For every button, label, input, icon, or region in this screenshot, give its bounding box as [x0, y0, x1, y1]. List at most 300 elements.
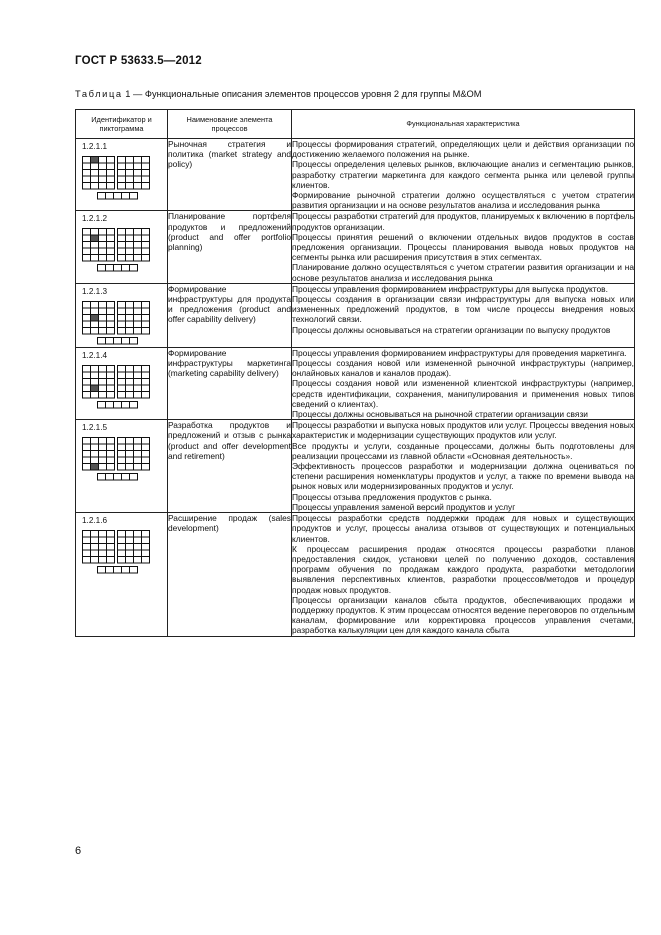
- pictogram-cell: [142, 163, 150, 170]
- pictogram-cell: [107, 308, 115, 315]
- pictogram-cell: [118, 537, 126, 544]
- pictogram-cell: [118, 451, 126, 458]
- pictogram-cell: [134, 242, 142, 249]
- pictogram-cell: [99, 242, 107, 249]
- pictogram-cell: [134, 255, 142, 262]
- pictogram-cell: [142, 378, 150, 385]
- pictogram-cell: [83, 314, 91, 321]
- functional-description: [292, 347, 635, 419]
- pictogram-cell: [114, 265, 122, 272]
- pictogram-cell: [142, 537, 150, 544]
- process-pictogram-icon: [82, 530, 152, 576]
- process-id: 1.2.1.5: [82, 423, 108, 433]
- pictogram-cell: [142, 531, 150, 538]
- pictogram-cell: [107, 314, 115, 321]
- pictogram-cell: [83, 378, 91, 385]
- pictogram-cell: [134, 385, 142, 392]
- pictogram-cell-active: [91, 235, 99, 242]
- pictogram-cell: [142, 301, 150, 308]
- identifier-cell: [76, 211, 168, 283]
- pictogram-cell: [126, 550, 134, 557]
- pictogram-cell: [134, 176, 142, 183]
- pictogram-cell: [91, 365, 99, 372]
- pictogram-cell: [99, 444, 107, 451]
- pictogram-cell: [83, 444, 91, 451]
- pictogram-cell: [99, 255, 107, 262]
- pictogram-cell: [118, 327, 126, 334]
- pictogram-cell: [99, 457, 107, 464]
- pictogram-cell: [83, 321, 91, 328]
- pictogram-cell: [99, 170, 107, 177]
- pictogram-cell: [118, 531, 126, 538]
- pictogram-cell: [83, 157, 91, 164]
- functional-description: [292, 139, 635, 211]
- pictogram-cell: [118, 235, 126, 242]
- pictogram-cell: [99, 391, 107, 398]
- pictogram-cell: [134, 457, 142, 464]
- pictogram-cell: [83, 248, 91, 255]
- pictogram-cell: [134, 248, 142, 255]
- pictogram-cell: [118, 321, 126, 328]
- pictogram-cell: [142, 557, 150, 564]
- pictogram-cell: [83, 229, 91, 236]
- pictogram-cell: [83, 464, 91, 471]
- pictogram-cell: [106, 401, 114, 408]
- pictogram-cell: [142, 242, 150, 249]
- pictogram-cell: [107, 183, 115, 190]
- pictogram-cell: [83, 255, 91, 262]
- pictogram-cell: [99, 451, 107, 458]
- pictogram-cell: [130, 193, 138, 200]
- pictogram-cell: [142, 544, 150, 551]
- pictogram-cell: [83, 391, 91, 398]
- pictogram-cell: [107, 157, 115, 164]
- pictogram-cell: [118, 163, 126, 170]
- pictogram-cell: [118, 557, 126, 564]
- functional-description: [292, 420, 635, 513]
- pictogram-cell: [134, 365, 142, 372]
- pictogram-cell: [98, 401, 106, 408]
- pictogram-cell: [83, 170, 91, 177]
- pictogram-cell: [134, 157, 142, 164]
- pictogram-cell: [142, 255, 150, 262]
- element-name: Формирование инфраструктуры маркетинга (marketing capability delivery): [168, 347, 292, 419]
- pictogram-cell: [126, 242, 134, 249]
- description-paragraph: Процессы должны основываться на рыночной стратегии организации связи: [292, 409, 588, 420]
- element-name: Планирование портфеля продуктов и предложений (product and offer portfolio planning): [168, 211, 292, 283]
- pictogram-cell: [99, 537, 107, 544]
- pictogram-cell: [91, 438, 99, 445]
- pictogram-cell: [118, 391, 126, 398]
- pictogram-cell: [91, 531, 99, 538]
- pictogram-cell: [99, 557, 107, 564]
- pictogram-cell: [126, 248, 134, 255]
- identifier-cell: [76, 283, 168, 347]
- pictogram-cell: [91, 163, 99, 170]
- pictogram-cell: [107, 365, 115, 372]
- description-paragraph: Процессы разработки стратегий для продуктов, планируемых к включению в портфель продуктов организации.: [292, 211, 634, 232]
- pictogram-cell: [142, 183, 150, 190]
- process-pictogram-icon: [82, 437, 152, 483]
- pictogram-cell: [107, 163, 115, 170]
- pictogram-cell: [126, 157, 134, 164]
- description-paragraph: Процессы формирования стратегий, определяющих цели и действия организации по достижению желаемого положения на рынке.: [292, 139, 634, 160]
- pictogram-cell: [107, 544, 115, 551]
- pictogram-cell: [91, 537, 99, 544]
- pictogram-cell: [91, 457, 99, 464]
- pictogram-cell: [91, 451, 99, 458]
- pictogram-cell: [142, 176, 150, 183]
- pictogram-cell: [99, 438, 107, 445]
- pictogram-cell: [98, 265, 106, 272]
- table-row: [76, 211, 635, 283]
- pictogram-cell: [118, 444, 126, 451]
- pictogram-cell: [126, 457, 134, 464]
- pictogram-cell: [98, 567, 106, 574]
- pictogram-cell: [91, 308, 99, 315]
- identifier-cell: [76, 420, 168, 513]
- pictogram-cell: [130, 401, 138, 408]
- pictogram-cell: [130, 265, 138, 272]
- pictogram-cell: [107, 444, 115, 451]
- pictogram-cell: [134, 438, 142, 445]
- pictogram-cell: [134, 557, 142, 564]
- pictogram-cell: [122, 474, 130, 481]
- pictogram-cell: [83, 176, 91, 183]
- process-id: 1.2.1.4: [82, 350, 108, 360]
- pictogram-cell: [142, 365, 150, 372]
- description-paragraph: Процессы должны основываться на стратегии организации по выпуску продуктов: [292, 324, 611, 335]
- pictogram-cell: [91, 391, 99, 398]
- pictogram-cell: [126, 451, 134, 458]
- pictogram-cell: [98, 193, 106, 200]
- pictogram-cell: [99, 378, 107, 385]
- pictogram-cell: [130, 567, 138, 574]
- pictogram-cell: [126, 163, 134, 170]
- pictogram-cell: [106, 474, 114, 481]
- pictogram-cell: [83, 537, 91, 544]
- description-paragraph: Процессы определения целевых рынков, включающие анализ и сегментацию рынков, разработку стратегии маркетинга для каждого сегмента рынка или целевой группы клиентов.: [292, 159, 634, 190]
- pictogram-cell: [118, 183, 126, 190]
- pictogram-cell: [91, 321, 99, 328]
- pictogram-cell: [107, 327, 115, 334]
- identifier-cell: [76, 139, 168, 211]
- pictogram-cell: [91, 557, 99, 564]
- description-paragraph: К процессам расширения продаж относятся процессы разработки планов предоставления скидок, установки целей по получению доходов, составления программ обучения по продажам каждого продукта, разработки методологии выявления перспективных клиентов, разработки процессов/методов и процедур продаж новых продуктов.: [292, 543, 634, 595]
- pictogram-cell: [107, 438, 115, 445]
- process-id: 1.2.1.3: [82, 286, 108, 296]
- pictogram-cell: [134, 235, 142, 242]
- pictogram-cell: [83, 235, 91, 242]
- pictogram-cell: [134, 451, 142, 458]
- pictogram-cell: [114, 193, 122, 200]
- pictogram-cell: [99, 235, 107, 242]
- pictogram-cell: [118, 255, 126, 262]
- pictogram-cell: [142, 438, 150, 445]
- pictogram-cell: [83, 550, 91, 557]
- pictogram-cell: [99, 321, 107, 328]
- header-functional-description: Функциональная характеристика: [292, 110, 635, 139]
- pictogram-cell: [142, 308, 150, 315]
- pictogram-cell: [134, 321, 142, 328]
- pictogram-cell: [134, 229, 142, 236]
- pictogram-cell: [114, 474, 122, 481]
- pictogram-cell: [91, 444, 99, 451]
- pictogram-cell: [107, 537, 115, 544]
- description-paragraph: Процессы разработки и выпуска новых продуктов или услуг. Процессы введения новых характеристик и модернизации существующих продуктов или услуг.: [292, 420, 634, 441]
- element-name: Рыночная стратегия и политика (market strategy and policy): [168, 139, 292, 211]
- pictogram-cell: [142, 457, 150, 464]
- pictogram-cell: [126, 557, 134, 564]
- pictogram-cell: [118, 464, 126, 471]
- pictogram-cell: [142, 385, 150, 392]
- pictogram-cell: [91, 550, 99, 557]
- pictogram-cell: [91, 378, 99, 385]
- pictogram-cell: [118, 157, 126, 164]
- pictogram-cell: [99, 385, 107, 392]
- pictogram-cell: [134, 314, 142, 321]
- pictogram-cell: [126, 183, 134, 190]
- pictogram-cell: [83, 242, 91, 249]
- pictogram-cell: [99, 544, 107, 551]
- pictogram-cell: [99, 163, 107, 170]
- table-row: [76, 283, 635, 347]
- table-row: [76, 347, 635, 419]
- pictogram-cell: [130, 337, 138, 344]
- pictogram-cell: [134, 444, 142, 451]
- description-paragraph: Процессы создания новой или измененной рыночной инфраструктуры (например, онлайновых каналов и каналов продаж).: [292, 358, 634, 379]
- pictogram-cell: [142, 464, 150, 471]
- pictogram-cell: [126, 176, 134, 183]
- functional-description: [292, 283, 635, 347]
- pictogram-cell: [83, 438, 91, 445]
- pictogram-cell: [83, 531, 91, 538]
- pictogram-cell-active: [91, 314, 99, 321]
- pictogram-cell: [118, 242, 126, 249]
- description-paragraph: Планирование должно осуществляться с учетом стратегии развития организации и на основе результатов анализа и исследования рынка: [292, 262, 634, 283]
- pictogram-cell: [106, 265, 114, 272]
- pictogram-cell: [122, 401, 130, 408]
- pictogram-cell: [107, 457, 115, 464]
- pictogram-cell: [107, 170, 115, 177]
- pictogram-cell: [114, 337, 122, 344]
- pictogram-cell: [83, 163, 91, 170]
- process-pictogram-icon: [82, 228, 152, 274]
- caption-number: 1: [125, 89, 131, 99]
- pictogram-cell: [126, 327, 134, 334]
- description-paragraph: Процессы принятия решений о включении отдельных видов продуктов в состав предложения организации. Процессы планирования вывода новых продуктов на сегменты рынка или расширения присутствия в этих сегментах.: [292, 231, 634, 263]
- caption-text: — Функциональные описания элементов процессов уровня 2 для группы M&OM: [133, 89, 482, 99]
- functional-description: [292, 211, 635, 283]
- pictogram-cell: [99, 176, 107, 183]
- pictogram-cell: [107, 385, 115, 392]
- description-paragraph: Процессы управления формированием инфраструктуры для выпуска продуктов.: [292, 283, 608, 294]
- pictogram-cell: [99, 372, 107, 379]
- pictogram-cell: [126, 301, 134, 308]
- pictogram-cell: [126, 372, 134, 379]
- description-paragraph: Эффективность процессов разработки и модернизации должна оцениваться по степени расширения номенклатуры продуктов и услуг, а также по времени вывода на рынок новых или модернизированных продуктов и услуг.: [292, 461, 634, 492]
- pictogram-cell: [98, 474, 106, 481]
- header-element-name: Наименование элемента процессов: [168, 110, 292, 139]
- pictogram-cell: [134, 301, 142, 308]
- pictogram-cell: [134, 537, 142, 544]
- pictogram-cell: [99, 157, 107, 164]
- pictogram-cell: [142, 314, 150, 321]
- pictogram-cell: [91, 372, 99, 379]
- pictogram-cell: [107, 176, 115, 183]
- pictogram-cell: [91, 176, 99, 183]
- pictogram-cell: [107, 242, 115, 249]
- pictogram-cell: [83, 385, 91, 392]
- identifier-cell: [76, 347, 168, 419]
- process-id: 1.2.1.1: [82, 142, 108, 151]
- pictogram-cell: [91, 248, 99, 255]
- pictogram-cell: [142, 391, 150, 398]
- pictogram-cell: [107, 451, 115, 458]
- table-row: [76, 513, 635, 636]
- pictogram-cell: [107, 550, 115, 557]
- pictogram-cell: [122, 193, 130, 200]
- process-table: [75, 109, 635, 637]
- pictogram-cell: [134, 183, 142, 190]
- pictogram-cell: [91, 170, 99, 177]
- element-name: Расширение продаж (sales development): [168, 513, 292, 636]
- element-name: Формирование инфраструктуры для продукта и предложения (product and offer capability delivery): [168, 283, 292, 347]
- pictogram-cell: [118, 457, 126, 464]
- pictogram-cell: [83, 308, 91, 315]
- table-caption: [75, 89, 482, 99]
- pictogram-cell: [122, 265, 130, 272]
- pictogram-cell: [134, 308, 142, 315]
- pictogram-cell: [107, 464, 115, 471]
- pictogram-cell: [142, 170, 150, 177]
- pictogram-cell: [118, 438, 126, 445]
- pictogram-cell: [134, 170, 142, 177]
- pictogram-cell: [107, 248, 115, 255]
- pictogram-cell: [142, 248, 150, 255]
- pictogram-cell: [118, 378, 126, 385]
- pictogram-cell: [107, 372, 115, 379]
- header-identifier: Идентификатор и пиктограмма: [76, 110, 168, 139]
- pictogram-cell: [118, 544, 126, 551]
- pictogram-cell: [134, 372, 142, 379]
- table-header-row: [76, 110, 635, 139]
- pictogram-cell: [142, 157, 150, 164]
- pictogram-cell: [142, 235, 150, 242]
- description-paragraph: Процессы управления заменой версий продуктов и услуг: [292, 501, 516, 512]
- pictogram-cell: [118, 385, 126, 392]
- pictogram-cell: [126, 391, 134, 398]
- pictogram-cell: [99, 550, 107, 557]
- pictogram-cell: [83, 301, 91, 308]
- pictogram-cell: [126, 544, 134, 551]
- pictogram-cell: [142, 372, 150, 379]
- pictogram-cell: [83, 557, 91, 564]
- pictogram-cell: [83, 365, 91, 372]
- pictogram-cell-active: [91, 157, 99, 164]
- pictogram-cell: [99, 365, 107, 372]
- pictogram-cell: [134, 550, 142, 557]
- pictogram-cell: [107, 531, 115, 538]
- process-id: 1.2.1.6: [82, 516, 108, 526]
- table-body: [76, 139, 635, 637]
- pictogram-cell: [134, 327, 142, 334]
- pictogram-cell: [118, 301, 126, 308]
- pictogram-cell: [118, 314, 126, 321]
- pictogram-cell: [83, 183, 91, 190]
- pictogram-cell: [130, 474, 138, 481]
- pictogram-cell: [126, 321, 134, 328]
- pictogram-cell: [107, 301, 115, 308]
- pictogram-cell: [118, 372, 126, 379]
- functional-description: [292, 513, 635, 636]
- pictogram-cell: [134, 163, 142, 170]
- pictogram-cell: [142, 327, 150, 334]
- pictogram-cell: [91, 255, 99, 262]
- pictogram-cell: [126, 378, 134, 385]
- pictogram-cell: [134, 544, 142, 551]
- pictogram-cell: [91, 183, 99, 190]
- pictogram-cell: [107, 321, 115, 328]
- pictogram-cell: [126, 464, 134, 471]
- pictogram-cell: [99, 229, 107, 236]
- table-row: [76, 420, 635, 513]
- pictogram-cell: [118, 550, 126, 557]
- process-pictogram-icon: [82, 156, 152, 202]
- pictogram-cell: [134, 378, 142, 385]
- table-row: [76, 139, 635, 211]
- description-paragraph: Процессы разработки средств поддержки продаж для новых и существующих продуктов и услуг, процессы анализа отзывов от существующих и потенциальных клиентов.: [292, 513, 634, 544]
- pictogram-cell: [126, 365, 134, 372]
- pictogram-cell: [107, 557, 115, 564]
- pictogram-cell: [99, 308, 107, 315]
- pictogram-cell: [98, 337, 106, 344]
- pictogram-cell: [91, 544, 99, 551]
- pictogram-cell: [118, 308, 126, 315]
- pictogram-cell: [83, 327, 91, 334]
- pictogram-cell: [134, 531, 142, 538]
- identifier-cell: [76, 513, 168, 636]
- pictogram-cell: [122, 337, 130, 344]
- description-paragraph: Процессы управления формированием инфраструктуры для проведения маркетинга.: [292, 347, 627, 358]
- pictogram-cell: [126, 314, 134, 321]
- description-paragraph: Процессы организации каналов сбыта продуктов, обеспечивающих продажи и поддержку продуктов. К этим процессам относятся ведение переговоров по отдельным каналам, формирование или корректировка процессов управления счетами, разработка калькуляции цен для каждого канала сбыта: [292, 594, 634, 636]
- pictogram-cell: [126, 255, 134, 262]
- pictogram-cell: [99, 314, 107, 321]
- pictogram-cell: [99, 464, 107, 471]
- description-paragraph: Все продукты и услуги, созданные процессами, должны быть подготовлены для реализации процессами из главной области «Основная деятельность».: [292, 440, 634, 461]
- pictogram-cell: [83, 372, 91, 379]
- pictogram-cell: [106, 193, 114, 200]
- process-pictogram-icon: [82, 301, 152, 347]
- pictogram-cell: [126, 308, 134, 315]
- pictogram-cell: [99, 531, 107, 538]
- pictogram-cell: [99, 327, 107, 334]
- pictogram-cell: [142, 550, 150, 557]
- pictogram-cell: [122, 567, 130, 574]
- description-paragraph: Процессы создания новой или измененной клиентской инфраструктуры (например, средств идентификации, сохранения, манипулирования и применения новых типов сведений о клиентах).: [292, 378, 634, 409]
- pictogram-cell: [142, 451, 150, 458]
- description-paragraph: Формирование рыночной стратегии должно осуществляться с учетом стратегии развития организации и на основе результатов анализа и исследования рынка: [292, 190, 634, 211]
- pictogram-cell: [126, 385, 134, 392]
- standard-code: ГОСТ Р 53633.5—2012: [75, 55, 202, 67]
- pictogram-cell: [107, 378, 115, 385]
- pictogram-cell: [114, 567, 122, 574]
- caption-lead: Таблица: [75, 89, 123, 99]
- pictogram-cell: [99, 301, 107, 308]
- process-pictogram-icon: [82, 365, 152, 411]
- pictogram-cell-active: [91, 385, 99, 392]
